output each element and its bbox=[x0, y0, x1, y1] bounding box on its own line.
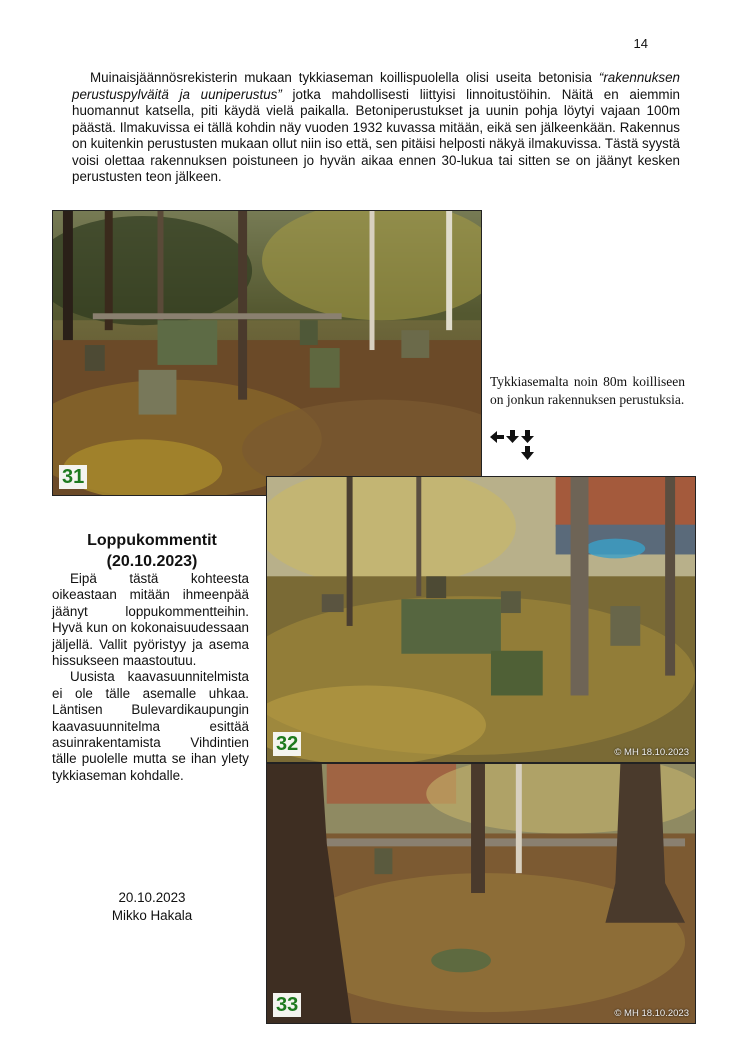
photo-number: 31 bbox=[59, 465, 87, 489]
photo-caption: Tykkiasemalta noin 80m koilliseen on jonkun rakennuksen perustuksia. bbox=[490, 374, 685, 407]
signature-author: Mikko Hakala bbox=[111, 908, 193, 923]
photo-number: 32 bbox=[273, 732, 301, 756]
closing-title bbox=[52, 530, 252, 572]
intro-quote: “rakennuksen perustuspylväitä ja uuniperustus” bbox=[72, 70, 680, 102]
photo-32 bbox=[266, 476, 696, 763]
closing-paragraph: Eipä tästä kohteesta oikeastaan mitään ihmeenpää jäänyt loppukommentteihin. Hyvä kun on kokonaisuudessaan jäljellä. Vallit pyöristyy ja asema hissukseen maastoutuu. bbox=[52, 571, 249, 669]
closing-body bbox=[52, 571, 249, 784]
photo-copyright: © MH 18.10.2023 bbox=[614, 747, 689, 758]
forest-foundations-photo bbox=[267, 477, 695, 762]
forest-ruins-photo bbox=[53, 211, 481, 495]
closing-title-line2: (20.10.2023) bbox=[106, 553, 198, 570]
arrow-left-icon bbox=[490, 431, 504, 443]
signature bbox=[52, 889, 252, 925]
intro-text-part1: Muinaisjäännösrekisterin mukaan tykkiaseman koillispuolella olisi useita betonisia bbox=[90, 70, 599, 85]
forest-slope-photo bbox=[267, 764, 695, 1023]
intro-paragraph bbox=[72, 70, 680, 186]
photo-31 bbox=[52, 210, 482, 496]
arrow-down-icon bbox=[521, 446, 534, 460]
intro-text-part2: jotka mahdollisesti liittyisi linnoitustöihin. Näitä en aiemmin huomannut katsella, piti käydä vielä paikalla. Betoniperustukset ja uunin pohja löytyi vajaan 100m päästä. Ilmakuvissa ei tällä kohdin näy vuoden 1932 kuvassa mitään, eikä sen jälkeenkään. Rakennus on kuitenkin perustusten mukaan ollut niin iso että, sen pitäisi helposti näkyä ilmakuvissa. Tästä syystä voisi olettaa rakennuksen poistuneen jo hyvän aikaa ennen 30-lukua tai sitten se on jäänyt kesken perustusten teon jälkeen. bbox=[72, 86, 680, 184]
photo-copyright: © MH 18.10.2023 bbox=[614, 1008, 689, 1019]
photo-33 bbox=[266, 763, 696, 1024]
closing-title-line1: Loppukommentit bbox=[87, 532, 217, 549]
closing-paragraph: Uusista kaavasuunnitelmista ei ole tälle asemalle uhkaa. Läntisen Bulevardikaupungin kaavasuunnitelma esittää asuinrakentamista Vihdintien tälle puolelle mutta se ihan ylety tykkiaseman kohdalle. bbox=[52, 669, 249, 783]
page-number: 14 bbox=[633, 36, 648, 51]
photo-number: 33 bbox=[273, 993, 301, 1017]
signature-date: 20.10.2023 bbox=[118, 890, 186, 905]
caption-arrows bbox=[490, 430, 550, 464]
arrow-down-icon bbox=[521, 430, 534, 443]
arrow-down-icon bbox=[506, 430, 519, 443]
